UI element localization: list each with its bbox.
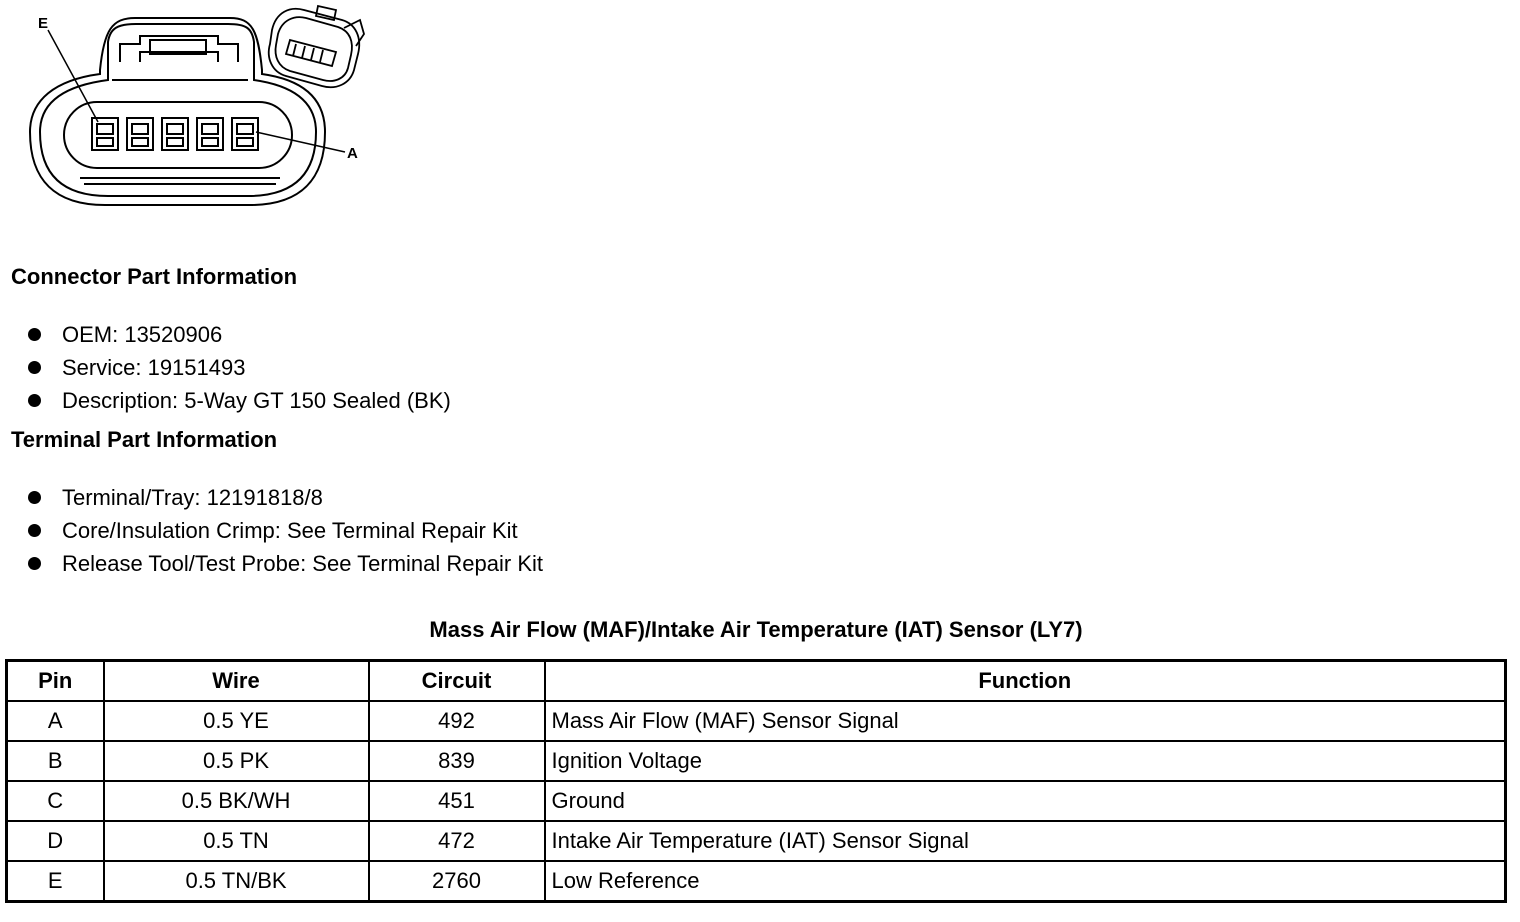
connector-face-diagram — [0, 0, 380, 220]
release-tool-text: Release Tool/Test Probe: See Terminal Repair Kit — [62, 550, 543, 576]
bullet-icon — [28, 361, 41, 374]
terminal-part-info-heading: Terminal Part Information — [11, 427, 278, 452]
column-header-pin: Pin — [7, 661, 104, 702]
core-crimp-text: Core/Insulation Crimp: See Terminal Repair Kit — [62, 517, 518, 543]
wire-cell: 0.5 YE — [104, 701, 369, 741]
list-item — [28, 547, 543, 580]
circuit-cell: 451 — [369, 781, 545, 821]
connector-service-text: Service: 19151493 — [62, 354, 246, 380]
pinout-table — [5, 659, 1507, 903]
connector-description-text: Description: 5-Way GT 150 Sealed (BK) — [62, 387, 451, 413]
wire-cell: 0.5 TN/BK — [104, 861, 369, 902]
wire-cell: 0.5 TN — [104, 821, 369, 861]
circuit-cell: 839 — [369, 741, 545, 781]
circuit-cell: 492 — [369, 701, 545, 741]
table-row — [7, 821, 1506, 861]
terminal-cavity-e — [92, 118, 118, 150]
bullet-icon — [28, 524, 41, 537]
function-cell: Low Reference — [545, 861, 1506, 902]
bullet-icon — [28, 557, 41, 570]
callout-label-e: E — [38, 15, 49, 32]
pin-cell: E — [7, 861, 104, 902]
pinout-table-title: Mass Air Flow (MAF)/Intake Air Temperature (IAT) Sensor (LY7) — [429, 617, 1083, 642]
circuit-cell: 472 — [369, 821, 545, 861]
pin-cell: B — [7, 741, 104, 781]
list-item — [28, 514, 543, 547]
circuit-cell: 2760 — [369, 861, 545, 902]
list-item — [28, 481, 543, 514]
terminal-cavity-c — [162, 118, 188, 150]
function-cell: Ground — [545, 781, 1506, 821]
table-row — [7, 781, 1506, 821]
pin-cell: D — [7, 821, 104, 861]
list-item — [28, 351, 451, 384]
column-header-wire: Wire — [104, 661, 369, 702]
pin-cell: C — [7, 781, 104, 821]
bullet-icon — [28, 394, 41, 407]
bullet-icon — [28, 328, 41, 341]
column-header-circuit: Circuit — [369, 661, 545, 702]
function-cell: Mass Air Flow (MAF) Sensor Signal — [545, 701, 1506, 741]
connector-thumbnail — [269, 6, 364, 87]
connector-oem-text: OEM: 13520906 — [62, 321, 223, 347]
connector-part-info-heading: Connector Part Information — [11, 264, 298, 289]
terminal-cavity-b — [197, 118, 223, 150]
callout-label-a: A — [347, 145, 358, 162]
callout-leader-a — [256, 132, 345, 152]
table-header-row — [7, 661, 1506, 702]
wire-cell: 0.5 PK — [104, 741, 369, 781]
terminal-cavity-d — [127, 118, 153, 150]
column-header-function: Function — [545, 661, 1506, 702]
connector-part-info-list — [28, 318, 451, 417]
wire-cell: 0.5 BK/WH — [104, 781, 369, 821]
terminal-tray-text: Terminal/Tray: 12191818/8 — [62, 484, 323, 510]
table-row — [7, 701, 1506, 741]
bullet-icon — [28, 491, 41, 504]
terminal-part-info-list — [28, 481, 543, 580]
list-item — [28, 384, 451, 417]
terminal-cavity-a — [232, 118, 258, 150]
pin-cell: A — [7, 701, 104, 741]
list-item — [28, 318, 451, 351]
table-row — [7, 861, 1506, 902]
function-cell: Ignition Voltage — [545, 741, 1506, 781]
function-cell: Intake Air Temperature (IAT) Sensor Signal — [545, 821, 1506, 861]
table-row — [7, 741, 1506, 781]
